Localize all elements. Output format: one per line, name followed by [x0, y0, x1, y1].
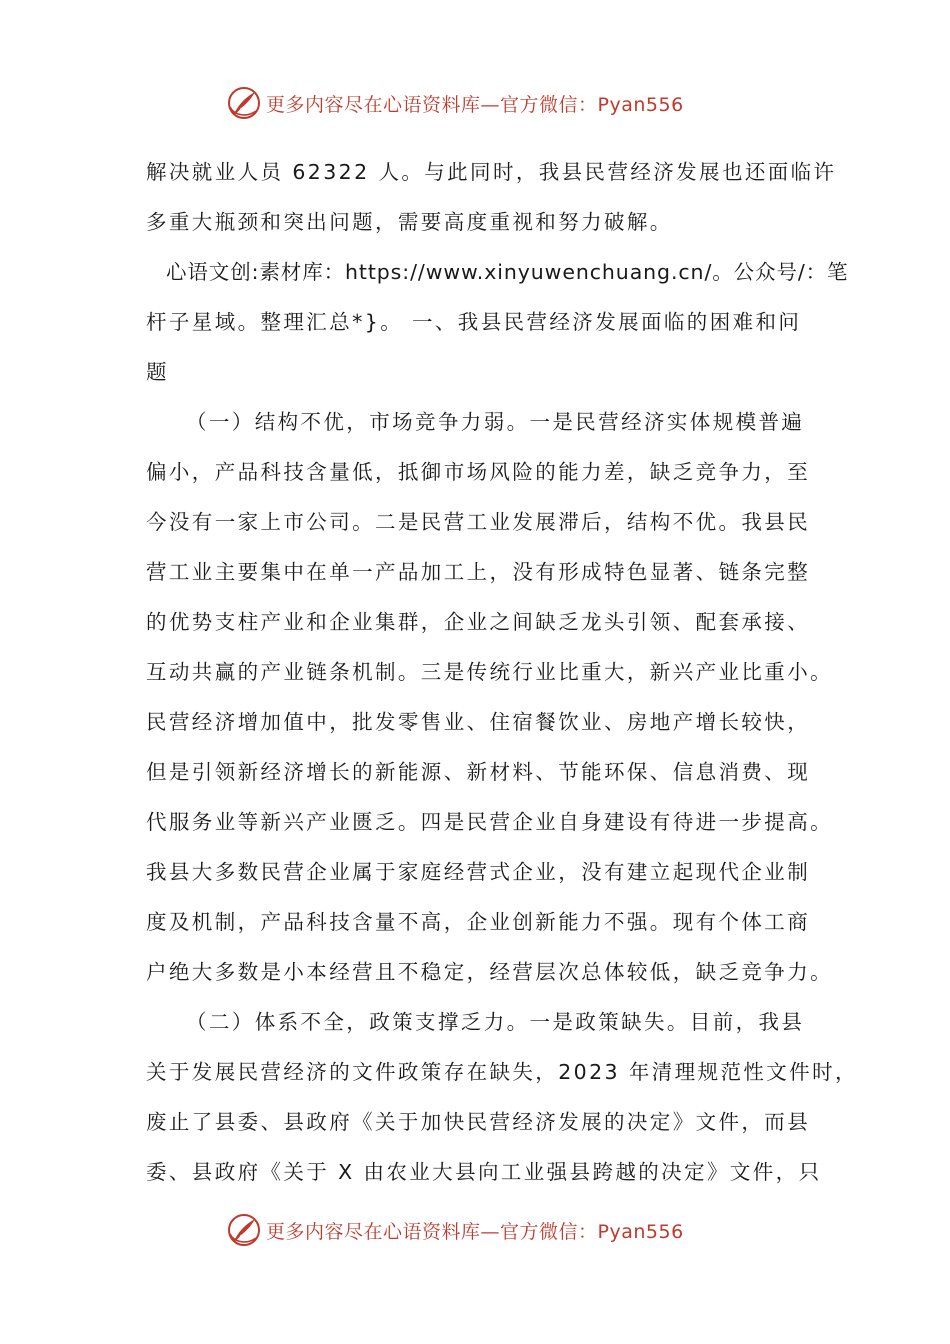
- paragraph-line: （二）体系不全，政策支撑乏力。一是政策缺失。目前，我县: [186, 1010, 805, 1034]
- feather-pen-logo-icon: [226, 85, 262, 121]
- paragraph-line: 委、县政府《关于 X 由农业大县向工业强县跨越的决定》文件，只: [146, 1160, 822, 1184]
- paragraph-line: （一）结构不优，市场竞争力弱。一是民营经济实体规模普遍: [186, 410, 805, 434]
- paragraph-line: 今没有一家上市公司。二是民营工业发展滞后，结构不优。我县民: [146, 510, 811, 534]
- watermark-text: 更多内容尽在心语资料库—官方微信：Pyan556: [266, 1220, 684, 1243]
- paragraph-line: 互动共赢的产业链条机制。三是传统行业比重大，新兴产业比重小。: [146, 660, 833, 684]
- watermark-text: 更多内容尽在心语资料库—官方微信：Pyan556: [266, 93, 684, 116]
- paragraph-line: 户绝大多数是小本经营且不稳定，经营层次总体较低，缺乏竞争力。: [146, 960, 833, 984]
- paragraph-line: 度及机制，产品科技含量不高，企业创新能力不强。现有个体工商: [146, 910, 811, 934]
- paragraph-line: 多重大瓶颈和突出问题，需要高度重视和努力破解。: [146, 210, 673, 234]
- paragraph-line: 我县大多数民营企业属于家庭经营式企业，没有建立起现代企业制: [146, 860, 811, 884]
- paragraph-line: 代服务业等新兴产业匮乏。四是民营企业自身建设有待进一步提高。: [146, 810, 833, 834]
- paragraph-line: 的优势支柱产业和企业集群，企业之间缺乏龙头引领、配套承接、: [146, 610, 811, 634]
- paragraph-line: 民营经济增加值中，批发零售业、住宿餐饮业、房地产增长较快，: [146, 710, 811, 734]
- header-watermark-banner: [226, 83, 746, 123]
- document-body: [146, 147, 858, 1197]
- footer-watermark-banner: [226, 1210, 746, 1250]
- paragraph-line: 废止了县委、县政府《关于加快民营经济发展的决定》文件，而县: [146, 1110, 811, 1134]
- paragraph-line: 偏小，产品科技含量低，抵御市场风险的能力差，缺乏竞争力，至: [146, 460, 811, 484]
- paragraph-line: 杆子星域。整理汇总*}。 一、我县民营经济发展面临的困难和问: [146, 310, 802, 334]
- paragraph-line: 但是引领新经济增长的新能源、新材料、节能环保、信息消费、现: [146, 760, 811, 784]
- paragraph-line: 关于发展民营经济的文件政策存在缺失，2023 年清理规范性文件时，: [146, 1060, 858, 1084]
- feather-pen-logo-icon: [226, 1212, 262, 1248]
- paragraph-line: 营工业主要集中在单一产品加工上，没有形成特色显著、链条完整: [146, 560, 811, 584]
- paragraph-line: 心语文创:素材库：https://www.xinyuwenchuang.cn/。公众号/：笔: [166, 260, 849, 284]
- paragraph-line: 题: [146, 360, 169, 384]
- paragraph-line: 解决就业人员 62322 人。与此同时，我县民营经济发展也还面临许: [146, 160, 837, 184]
